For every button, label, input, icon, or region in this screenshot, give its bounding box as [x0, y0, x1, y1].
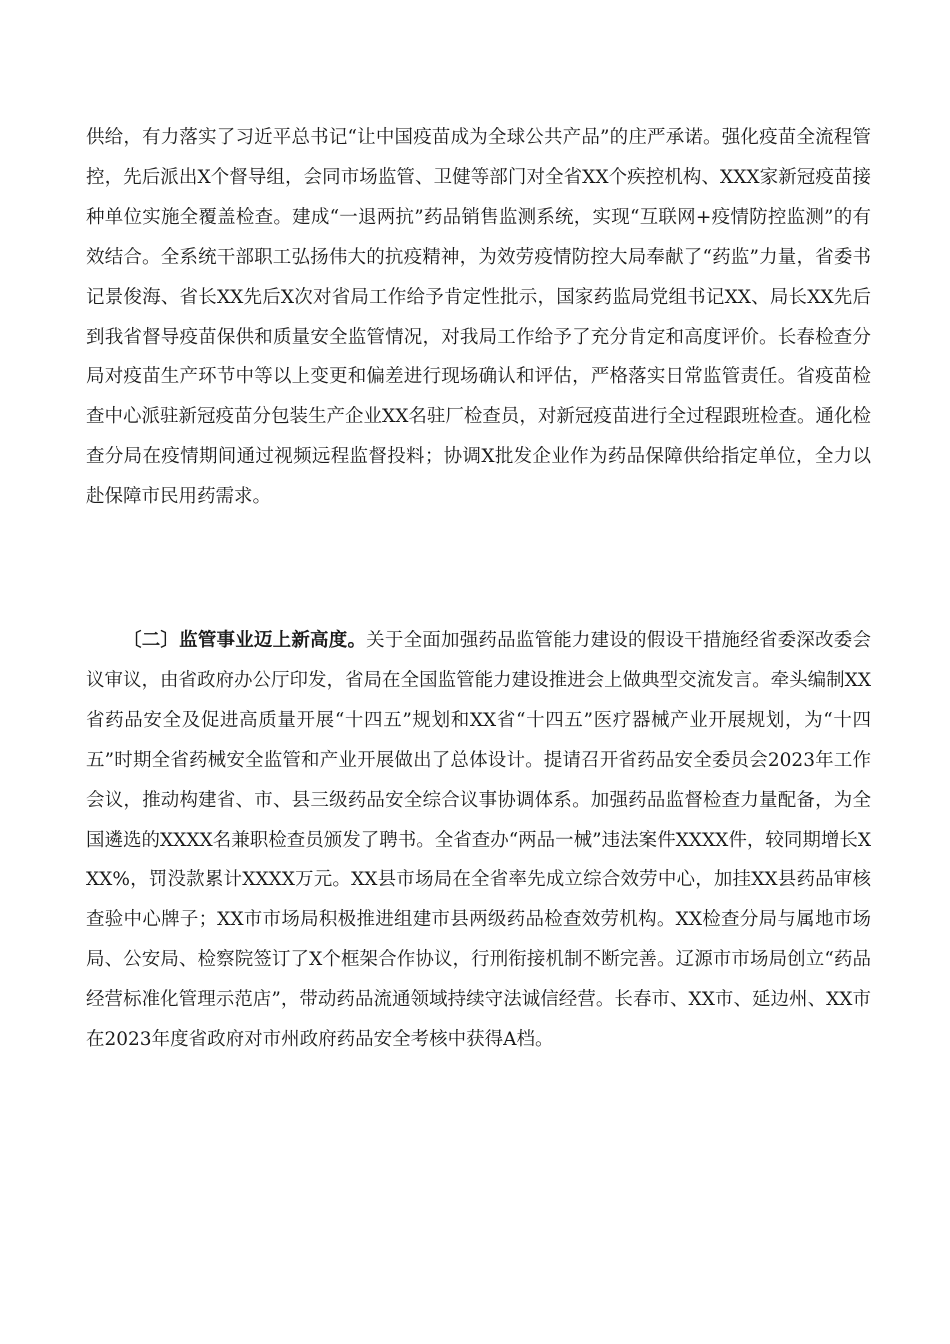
- paragraph-2: [86, 621, 871, 1060]
- paragraph-2-text: 关于全面加强药品监管能力建设的假设干措施经省委深改委会议审议，由省政府办公厅印发，省局在全国监管能力建设推进会上做典型交流发言。牵头编制XX省药品安全及促进高质量开展“十四五”规划和XX省“十四五”医疗器械产业开展规划，为“十四五”时期全省药械安全监管和产业开展做出了总体设计。提请召开省药品安全委员会2023年工作会议，推动构建省、市、县三级药品安全综合议事协调体系。加强药品监督检查力量配备，为全国遴选的XXXX名兼职检查员颁发了聘书。全省查办“两品一械”违法案件XXXX件，较同期增长XXX%，罚没款累计XXXX万元。XX县市场局在全省率先成立综合效劳中心，加挂XX县药品审核查验中心牌子；XX市市场局积极推进组建市县两级药品检查效劳机构。XX检查分局与属地市场局、公安局、检察院签订了X个框架合作协议，行刑衔接机制不断完善。辽源市市场局创立“药品经营标准化管理示范店”，带动药品流通领域持续守法诚信经营。长春市、XX市、延边州、XX市在2023年度省政府对市州政府药品安全考核中获得A档。: [86, 630, 871, 1051]
- section-heading: 〔二〕监管事业迈上新高度。: [123, 630, 367, 651]
- paragraph-1-text: 供给，有力落实了习近平总书记“让中国疫苗成为全球公共产品”的庄严承诺。强化疫苗全流程管控，先后派出X个督导组，会同市场监管、卫健等部门对全省XX个疾控机构、XXX家新冠疫苗接种单位实施全覆盖检查。建成“一退两抗”药品销售监测系统，实现“互联网+疫情防控监测”的有效结合。全系统干部职工弘扬伟大的抗疫精神，为效劳疫情防控大局奉献了“药监”力量，省委书记景俊海、省长XX先后X次对省局工作给予肯定性批示，国家药监局党组书记XX、局长XX先后到我省督导疫苗保供和质量安全监管情况，对我局工作给予了充分肯定和高度评价。长春检查分局对疫苗生产环节中等以上变更和偏差进行现场确认和评估，严格落实日常监管责任。省疫苗检查中心派驻新冠疫苗分包装生产企业XX名驻厂检查员，对新冠疫苗进行全过程跟班检查。通化检查分局在疫情期间通过视频远程监督投料；协调X批发企业作为药品保障供给指定单位，全力以赴保障市民用药需求。: [86, 127, 871, 508]
- paragraph-1: [86, 118, 871, 517]
